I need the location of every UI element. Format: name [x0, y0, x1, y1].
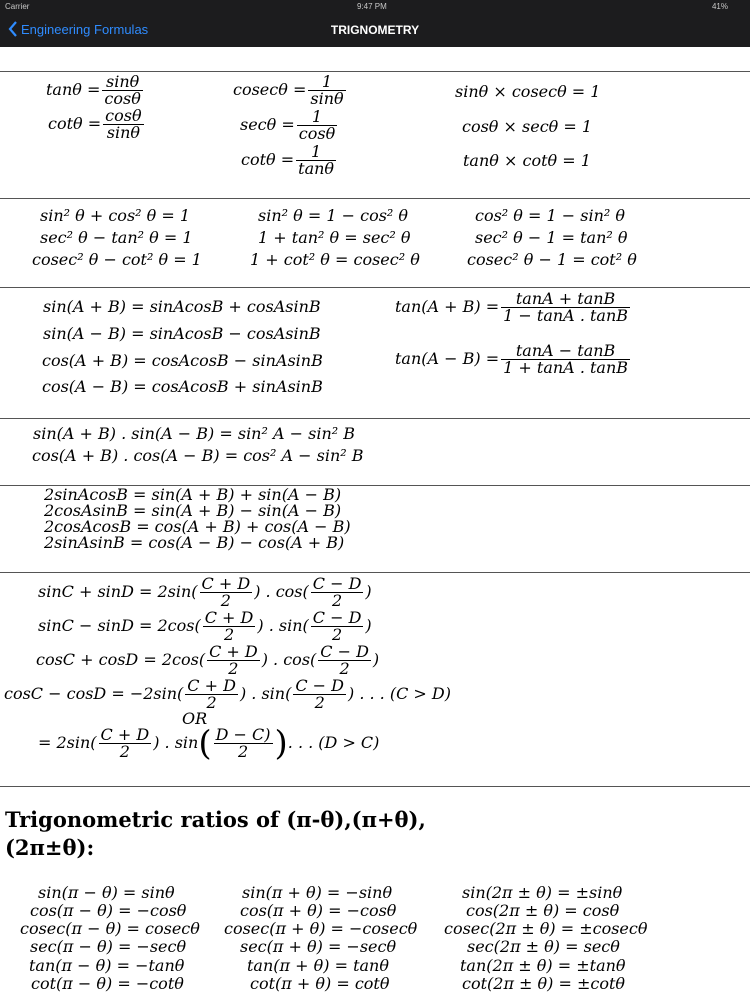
- ratio-formula: sin(2π ± θ) = ±sinθ: [462, 883, 623, 902]
- divider: [0, 418, 750, 419]
- ratio-formula: cos(π − θ) = −cosθ: [30, 901, 187, 920]
- back-button-label: Engineering Formulas: [21, 21, 149, 37]
- pythagorean-identity: sec² θ − 1 = tan² θ: [475, 228, 628, 247]
- sum-to-product-formula: sinC − sinD = 2cos( $\frac{C + D}{2}$ ) . sin( $\frac{C - D}{2}$ ): [38, 608, 372, 644]
- divider: [0, 786, 750, 787]
- product-to-sum-formula: 2sinAcosB = sin(A + B) + sin(A − B): [44, 485, 342, 504]
- formula-sec-reciprocal: secθ = $\frac{1}{\cos\theta}$: [240, 107, 336, 143]
- navigation-bar: [0, 13, 750, 47]
- pythagorean-identity: sin² θ + cos² θ = 1: [40, 206, 191, 225]
- formula-tan-difference: tan(A − B) = $\frac{\tan A - \tan B}{1 + \tan A . \tan B}$: [395, 341, 629, 377]
- pythagorean-identity: sin² θ = 1 − cos² θ: [258, 206, 409, 225]
- ratio-formula: tan(2π ± θ) = ±tanθ: [460, 956, 626, 975]
- clock: 9:47 PM: [357, 2, 387, 11]
- divider: [0, 572, 750, 573]
- product-to-sum-formula: 2cosAsinB = sin(A + B) − sin(A − B): [44, 501, 342, 520]
- product-to-sum-formula: 2sinAsinB = cos(A − B) − cos(A + B): [44, 533, 345, 552]
- formula-product: sinθ × cosecθ = 1: [455, 82, 601, 101]
- battery-level: 41%: [711, 2, 728, 11]
- carrier-label: Carrier: [5, 2, 30, 11]
- formula-tan-sum: tan(A + B) = $\frac{\tan A + \tan B}{1 - \tan A . \tan B}$: [395, 289, 629, 325]
- ratio-formula: sin(π + θ) = −sinθ: [242, 883, 393, 902]
- ratio-formula: cosec(2π ± θ) = ±cosecθ: [444, 919, 648, 938]
- ratio-formula: cos(2π ± θ) = cosθ: [466, 901, 620, 920]
- pythagorean-identity: cos² θ = 1 − sin² θ: [475, 206, 626, 225]
- divider: [0, 198, 750, 199]
- product-identity: sin(A + B) . sin(A − B) = sin² A − sin² B: [33, 424, 356, 443]
- divider: [0, 287, 750, 288]
- pythagorean-identity: 1 + tan² θ = sec² θ: [258, 228, 411, 247]
- ratio-formula: sec(π + θ) = −secθ: [240, 937, 397, 956]
- sum-to-product-formula: cosC + cosD = 2cos( $\frac{C + D}{2}$ ) . cos( $\frac{C - D}{2}$ ): [36, 642, 380, 678]
- ratio-formula: cot(π + θ) = cotθ: [250, 974, 390, 993]
- compound-angle-formula: cos(A − B) = cosAcosB + sinAsinB: [42, 377, 323, 396]
- pythagorean-identity: 1 + cot² θ = cosec² θ: [250, 250, 420, 269]
- compound-angle-formula: cos(A + B) = cosAcosB − sinAsinB: [42, 351, 323, 370]
- pythagorean-identity: cosec² θ − cot² θ = 1: [32, 250, 202, 269]
- ratio-formula: cot(π − θ) = −cotθ: [31, 974, 184, 993]
- ratio-formula: tan(π + θ) = tanθ: [247, 956, 389, 975]
- section-heading: Trigonometric ratios of (π-θ),(π+θ), (2π±θ):: [5, 807, 426, 860]
- ratio-formula: cosec(π + θ) = −cosecθ: [224, 919, 418, 938]
- pythagorean-identity: sec² θ − tan² θ = 1: [40, 228, 193, 247]
- formula-product: tanθ × cotθ = 1: [463, 151, 591, 170]
- product-to-sum-formula: 2cosAcosB = cos(A + B) + cos(A − B): [44, 517, 351, 536]
- formula-cot-ratio: cotθ = $\frac{\cos\theta}{\sin\theta}$: [48, 106, 142, 142]
- ratio-formula: cos(π + θ) = −cosθ: [240, 901, 397, 920]
- product-identity: cos(A + B) . cos(A − B) = cos² A − sin² B: [32, 446, 364, 465]
- or-label: OR: [182, 709, 208, 728]
- sum-to-product-formula: sinC + sinD = 2sin( $\frac{C + D}{2}$ ) . cos( $\frac{C - D}{2}$ ): [38, 574, 372, 610]
- ratio-formula: sin(π − θ) = sinθ: [38, 883, 175, 902]
- ratio-formula: sec(π − θ) = −secθ: [30, 937, 187, 956]
- formula-cot-reciprocal: cotθ = $\frac{1}{\tan\theta}$: [241, 142, 335, 178]
- formula-cosec-reciprocal: cosecθ = $\frac{1}{\sin\theta}$: [233, 72, 344, 108]
- sum-to-product-formula: cosC − cosD = −2sin( $\frac{C + D}{2}$ ) . sin( $\frac{C - D}{2}$ ) . . . (C > D): [4, 676, 451, 712]
- ratio-formula: sec(2π ± θ) = secθ: [467, 937, 620, 956]
- formula-product: cosθ × secθ = 1: [462, 117, 593, 136]
- page-title: TRIGNOMETRY: [330, 23, 420, 37]
- sum-to-product-alternative: = 2sin( $\frac{C + D}{2}$ ) . sin( $\frac{D - C)}{2}$ ). . . (D > C): [38, 723, 380, 764]
- status-bar: [0, 0, 750, 13]
- ratio-formula: tan(π − θ) = −tanθ: [29, 956, 185, 975]
- formula-tan-ratio: tanθ = $\frac{\sin\theta}{\cos\theta}$: [46, 72, 141, 108]
- compound-angle-formula: sin(A − B) = sinAcosB − cosAsinB: [43, 324, 321, 343]
- pythagorean-identity: cosec² θ − 1 = cot² θ: [467, 250, 637, 269]
- compound-angle-formula: sin(A + B) = sinAcosB + cosAsinB: [43, 297, 321, 316]
- ratio-formula: cot(2π ± θ) = ±cotθ: [462, 974, 626, 993]
- ratio-formula: cosec(π − θ) = cosecθ: [20, 919, 200, 938]
